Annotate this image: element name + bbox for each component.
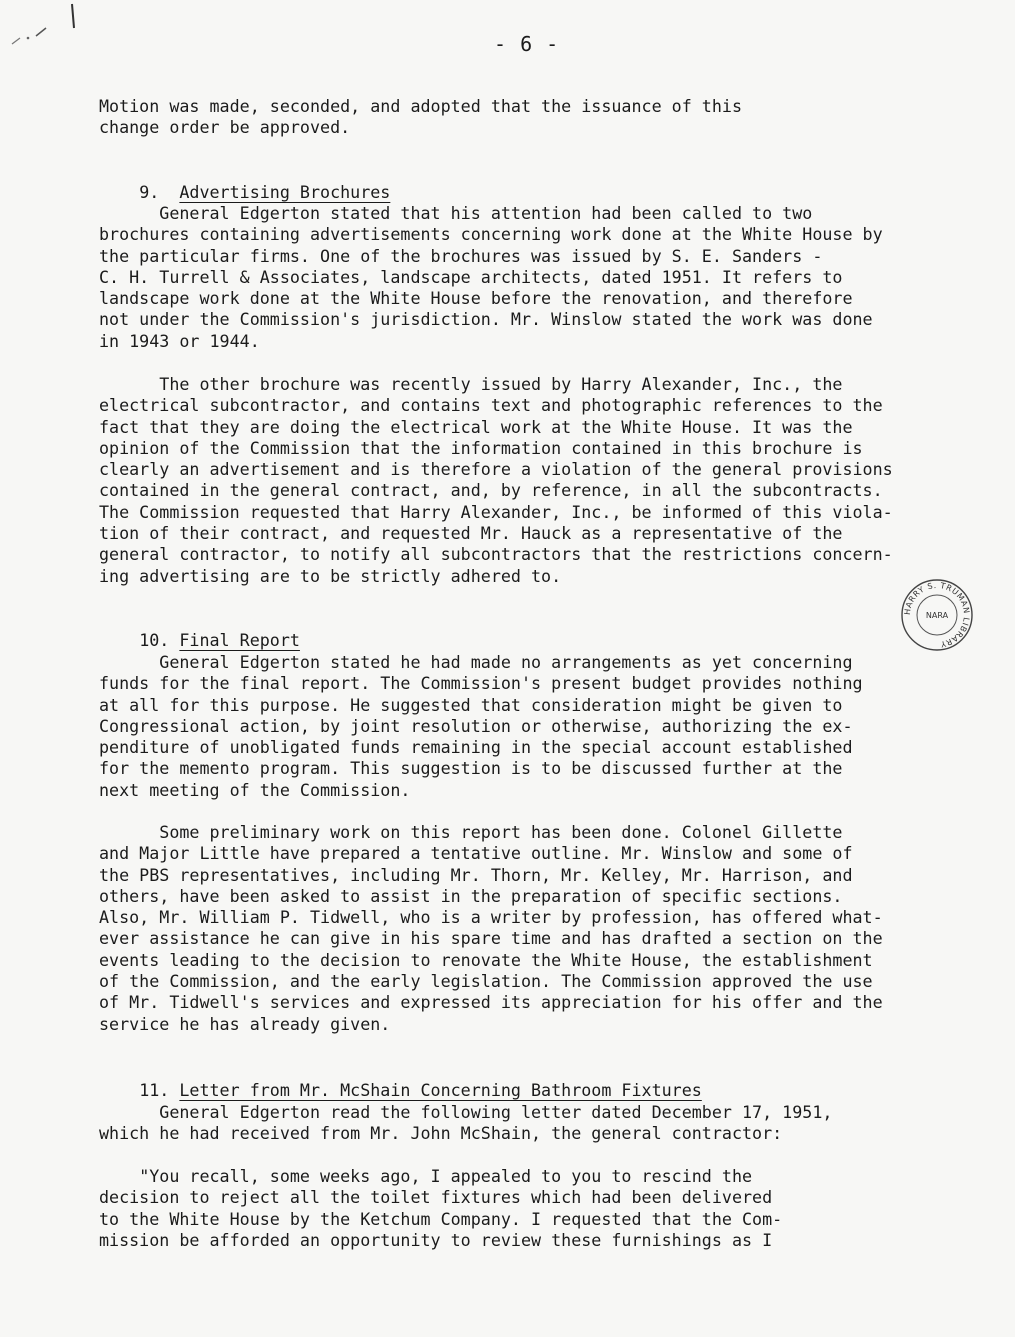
section-title: Advertising Brochures [179,182,391,203]
paragraph-brochures-2: The other brochure was recently issued by Harry Alexander, Inc., the electrical subcontractor, and contains text and photographic references to the fact that they are doing the electrical work at the White House. It was the opinion of the Commission that the information contained in this brochure is clearly an advertisement and is therefore a violation of the general provisions contained in the general contract, and, by reference, in all the subcontracts. The Commission requested that Harry Alexander, Inc., be informed of this viola- tion of their contract, and requested Mr. Hauck as a representative of the general contractor, to notify all subcontractors that the restrictions concern- ing advertising are to be strictly adhered to. [99,374,893,586]
section-title: Final Report [179,630,300,651]
page-number: - 6 - [494,32,560,56]
section-number: 10. [139,630,170,651]
stamp-ring-text: HARRY S. TRUMAN LIBRARY [902,580,972,649]
section-title: Letter from Mr. McShain Concerning Bathroom Fixtures [179,1080,702,1101]
section-number: 11. [139,1080,170,1101]
paragraph-final-report-2: Some preliminary work on this report has been done. Colonel Gillette and Major Little have prepared a tentative outline. Mr. Winslow and some of the PBS representatives, including Mr. Thorn, Mr. Kelley, Mr. Harrison, and others, have been asked to assist in the preparation of specific sections. Also, Mr. William P. Tidwell, who is a writer by profession, has offered what- ever assistance he can give in his spare time and has drafted a section on the events leading to the decision to renovate the White House, the establishment of the Commission, and the early legislation. The Commission approved the use of Mr. Tidwell's services and expressed its appreciation for his offer and the service he has already given. [99,822,883,1034]
stamp-center-text: NARA [925,611,949,620]
paragraph-final-report-1: General Edgerton stated he had made no arrangements as yet concerning funds for the final report. The Commission's present budget provides nothing at all for this purpose. He suggested that consideration might be given to Congressional action, by joint resolution or otherwise, authorizing the ex- penditure of unobligated funds remaining in the special account established for the memento program. This suggestion is to be discussed further at the next meeting of the Commission. [99,652,863,800]
letter-quote: "You recall, some weeks ago, I appealed to you to rescind the decision to reject all the toilet fixtures which had been delivered to the White House by the Ketchum Company. I requested that the Com- mission be afforded an opportunity to review these furnishings as I [99,1166,783,1250]
margin-marks [0,0,120,80]
paragraph-letter-intro: General Edgerton read the following letter dated December 17, 1951, which he had received from Mr. John McShain, the general contractor: [99,1102,833,1144]
paragraph-brochures-1: General Edgerton stated that his attention had been called to two brochures containing advertisements concerning work done at the White House by the particular firms. One of the brochures was issued by S. E. Sanders - C. H. Turrell & Associates, landscape architects, dated 1951. It refers to landscape work done at the White House before the renovation, and therefore not under the Commission's jurisdiction. Mr. Winslow stated the work was done in 1943 or 1944. [99,203,883,351]
section-number: 9. [139,182,160,203]
library-stamp-icon [900,578,974,652]
paragraph-motion: Motion was made, seconded, and adopted that the issuance of this change order be approved. [99,96,742,138]
